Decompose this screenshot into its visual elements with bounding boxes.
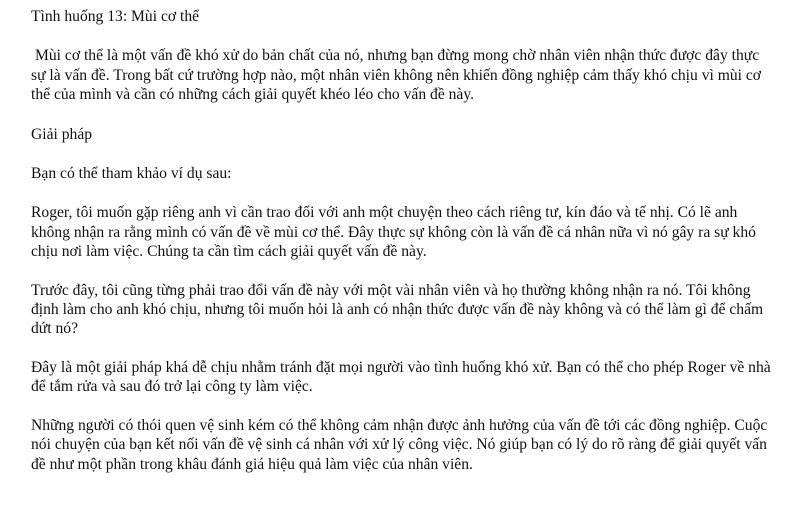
intro-paragraph: Mùi cơ thể là một vấn đề khó xử do bản chất của nó, nhưng bạn đừng mong chờ nhân viên nhận thức được đây thực sự là vấn đề. Trong bất cứ trường hợp nào, một nhân viên không nên khiến đồng nghiệp cảm thấy khó chịu vì mùi cơ thể của mình và cần có những cách giải quyết khéo léo cho vấn đề này. <box>31 47 762 104</box>
solution-heading: Giải pháp <box>31 125 93 143</box>
closing-paragraph: Những người có thói quen vệ sinh kém có thể không cảm nhận được ảnh hưởng của vấn đề tới các đồng nghiệp. Cuộc nói chuyện của bạn kết nối vấn đề vệ sinh cá nhân với xử lý công việc. Nó giúp bạn có lý do rõ ràng để giải quyết vấn đề như một phần trong khâu đánh giá hiệu quả làm việc của nhân viên. <box>31 416 768 473</box>
solution-paragraph: Đây là một giải pháp khá dễ chịu nhằm tránh đặt mọi người vào tình huống khó xử. Bạn có thể cho phép Roger về nhà để tắm rửa và sau đó trở lại công ty làm việc. <box>31 358 771 396</box>
case-title: Tình huống 13: Mùi cơ thể <box>31 8 200 25</box>
example-dialog-paragraph-1: Roger, tôi muốn gặp riêng anh vì cần trao đổi với anh một chuyện theo cách riêng tư, kín đáo và tế nhị. Có lẽ anh không nhận ra rằng mình có vấn đề về mùi cơ thể. Đây thực sự không còn là vấn đề cá nhân nữa vì nó gây ra sự khó chịu nơi làm việc. Chúng ta cần tìm cách giải quyết vấn đề này. <box>31 204 756 261</box>
example-dialog-paragraph-2: Trước đây, tôi cũng từng phải trao đổi vấn đề này với một vài nhân viên và họ thường không nhận ra nó. Tôi không định làm cho anh khó chịu, nhưng tôi muốn hỏi là anh có nhận thức được vấn đề này không và có thể làm gì để chấm dứt nó? <box>31 281 764 338</box>
example-lead: Bạn có thể tham khảo ví dụ sau: <box>31 165 232 183</box>
document-page <box>31 7 771 474</box>
